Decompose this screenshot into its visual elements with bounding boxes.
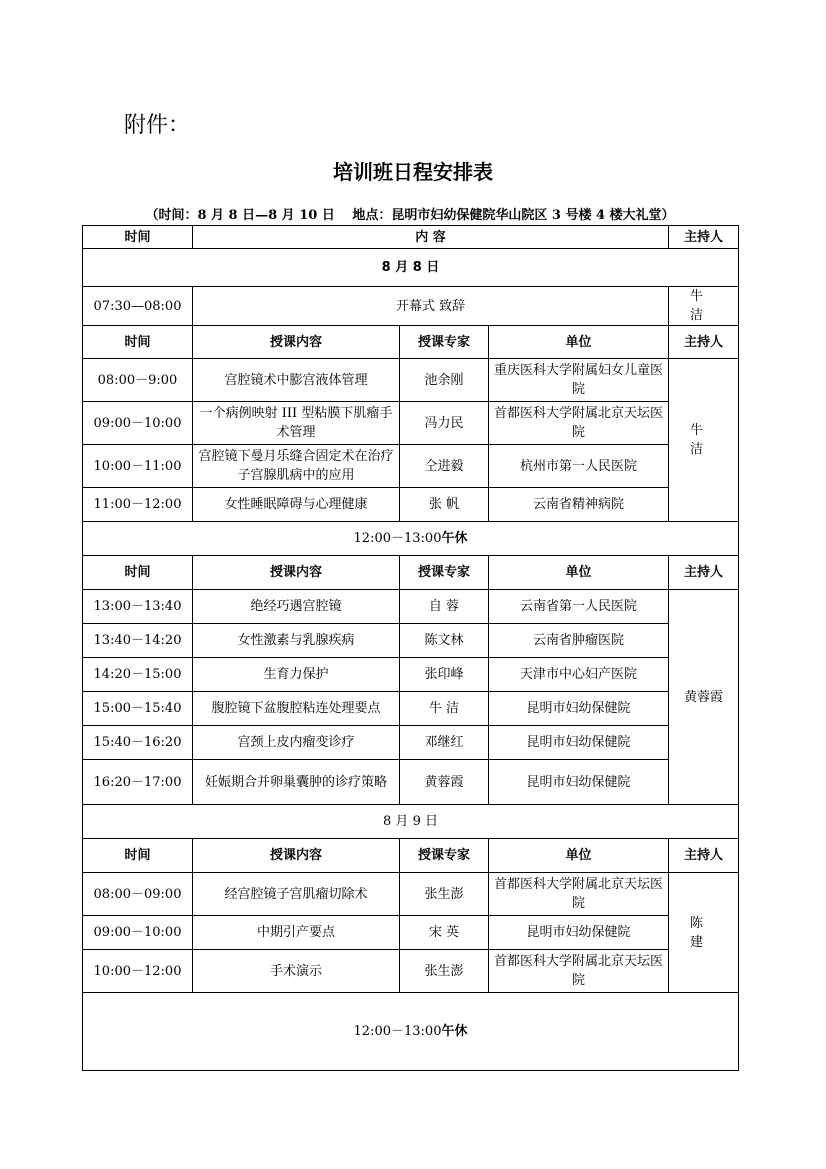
session-row	[83, 590, 739, 624]
day1-date-row	[83, 249, 739, 287]
session-host: 牛 洁	[669, 359, 739, 522]
session-unit: 云南省精神病院	[489, 488, 669, 522]
session-speaker: 张印峰	[400, 658, 489, 692]
session-host: 陈 建	[669, 873, 739, 993]
session-speaker: 池余刚	[400, 359, 489, 402]
session-row	[83, 760, 739, 805]
session-unit: 昆明市妇幼保健院	[489, 726, 669, 760]
session-time: 15:40－16:20	[83, 726, 193, 760]
lunch-break-row	[83, 522, 739, 556]
opening-row	[83, 287, 739, 326]
session-time: 13:40－14:20	[83, 624, 193, 658]
session-unit: 云南省第一人民医院	[489, 590, 669, 624]
page-title: 培训班日程安排表	[333, 160, 493, 184]
top-header-row	[83, 226, 739, 249]
session-row	[83, 402, 739, 445]
session-row	[83, 359, 739, 402]
schedule-subtitle: （时间：8 月 8 日—8 月 10 日 地点：昆明市妇幼保健院华山院区 3 号楼 4 楼大礼堂）	[145, 208, 675, 223]
col-time: 时间	[83, 326, 193, 359]
col-time: 时间	[83, 839, 193, 873]
section-header-row	[83, 326, 739, 359]
opening-content: 开幕式 致辞	[193, 287, 669, 326]
session-unit: 首都医科大学附属北京天坛医院	[489, 402, 669, 445]
session-unit: 昆明市妇幼保健院	[489, 916, 669, 950]
session-time: 15:00－15:40	[83, 692, 193, 726]
session-unit: 首都医科大学附属北京天坛医院	[489, 950, 669, 993]
day1-date: 8 月 8 日	[83, 249, 739, 287]
header-content: 内 容	[193, 226, 669, 249]
session-unit: 天津市中心妇产医院	[489, 658, 669, 692]
col-host: 主持人	[669, 556, 739, 590]
session-host: 黄蓉霞	[669, 590, 739, 805]
session-speaker: 冯力民	[400, 402, 489, 445]
session-topic: 女性激素与乳腺疾病	[193, 624, 400, 658]
session-row	[83, 950, 739, 993]
attachment-label: 附件：	[124, 113, 191, 138]
session-row	[83, 916, 739, 950]
col-unit: 单位	[489, 556, 669, 590]
session-speaker: 自 蓉	[400, 590, 489, 624]
session-topic: 中期引产要点	[193, 916, 400, 950]
session-topic: 绝经巧遇宫腔镜	[193, 590, 400, 624]
session-speaker: 黄蓉霞	[400, 760, 489, 805]
session-topic: 女性睡眠障碍与心理健康	[193, 488, 400, 522]
session-topic: 腹腔镜下盆腹腔粘连处理要点	[193, 692, 400, 726]
session-speaker: 邓继红	[400, 726, 489, 760]
session-speaker: 仝进毅	[400, 445, 489, 488]
session-time: 10:00－12:00	[83, 950, 193, 993]
break-time: 12:00－13:00	[353, 531, 442, 546]
session-speaker: 宋 英	[400, 916, 489, 950]
session-topic: 生育力保护	[193, 658, 400, 692]
session-speaker: 张生澎	[400, 873, 489, 916]
lunch-break	[83, 993, 739, 1071]
session-row	[83, 873, 739, 916]
header-time: 时间	[83, 226, 193, 249]
session-row	[83, 488, 739, 522]
session-topic: 宫腔镜术中膨宫液体管理	[193, 359, 400, 402]
session-time: 14:20－15:00	[83, 658, 193, 692]
col-unit: 单位	[489, 326, 669, 359]
session-topic: 经宫腔镜子宫肌瘤切除术	[193, 873, 400, 916]
session-time: 16:20－17:00	[83, 760, 193, 805]
col-topic: 授课内容	[193, 556, 400, 590]
lunch-break	[83, 522, 739, 556]
session-topic: 一个病例映射 III 型粘膜下肌瘤手术管理	[193, 402, 400, 445]
col-topic: 授课内容	[193, 839, 400, 873]
session-unit: 重庆医科大学附属妇女儿童医院	[489, 359, 669, 402]
session-time: 11:00－12:00	[83, 488, 193, 522]
session-unit: 云南省肿瘤医院	[489, 624, 669, 658]
schedule-table	[82, 225, 739, 1071]
lunch-break-row	[83, 993, 739, 1071]
session-row	[83, 658, 739, 692]
day2-date-row	[83, 805, 739, 839]
opening-time: 07:30—08:00	[83, 287, 193, 326]
break-label: 午休	[441, 531, 468, 546]
session-time: 09:00－10:00	[83, 402, 193, 445]
col-speaker: 授课专家	[400, 556, 489, 590]
section-header-row	[83, 556, 739, 590]
session-row	[83, 692, 739, 726]
session-topic: 手术演示	[193, 950, 400, 993]
col-time: 时间	[83, 556, 193, 590]
session-row	[83, 624, 739, 658]
col-host: 主持人	[669, 839, 739, 873]
session-speaker: 牛 洁	[400, 692, 489, 726]
break-label: 午休	[441, 1024, 468, 1039]
break-time: 12:00－13:00	[353, 1024, 442, 1039]
session-time: 08:00－9:00	[83, 359, 193, 402]
session-topic: 妊娠期合并卵巢囊肿的诊疗策略	[193, 760, 400, 805]
opening-host: 牛 洁	[669, 287, 739, 326]
session-unit: 昆明市妇幼保健院	[489, 692, 669, 726]
session-unit: 首都医科大学附属北京天坛医院	[489, 873, 669, 916]
day2-date: 8 月 9 日	[83, 805, 739, 839]
col-topic: 授课内容	[193, 326, 400, 359]
col-speaker: 授课专家	[400, 326, 489, 359]
session-time: 10:00－11:00	[83, 445, 193, 488]
session-speaker: 张 帆	[400, 488, 489, 522]
session-time: 09:00－10:00	[83, 916, 193, 950]
header-host: 主持人	[669, 226, 739, 249]
col-unit: 单位	[489, 839, 669, 873]
session-speaker: 陈文林	[400, 624, 489, 658]
col-speaker: 授课专家	[400, 839, 489, 873]
session-time: 08:00－09:00	[83, 873, 193, 916]
session-topic: 宫腔镜下曼月乐缝合固定术在治疗子宫腺肌病中的应用	[193, 445, 400, 488]
session-row	[83, 445, 739, 488]
col-host: 主持人	[669, 326, 739, 359]
session-unit: 昆明市妇幼保健院	[489, 760, 669, 805]
section-header-row	[83, 839, 739, 873]
session-unit: 杭州市第一人民医院	[489, 445, 669, 488]
session-row	[83, 726, 739, 760]
session-time: 13:00－13:40	[83, 590, 193, 624]
session-topic: 宫颈上皮内瘤变诊疗	[193, 726, 400, 760]
session-speaker: 张生澎	[400, 950, 489, 993]
